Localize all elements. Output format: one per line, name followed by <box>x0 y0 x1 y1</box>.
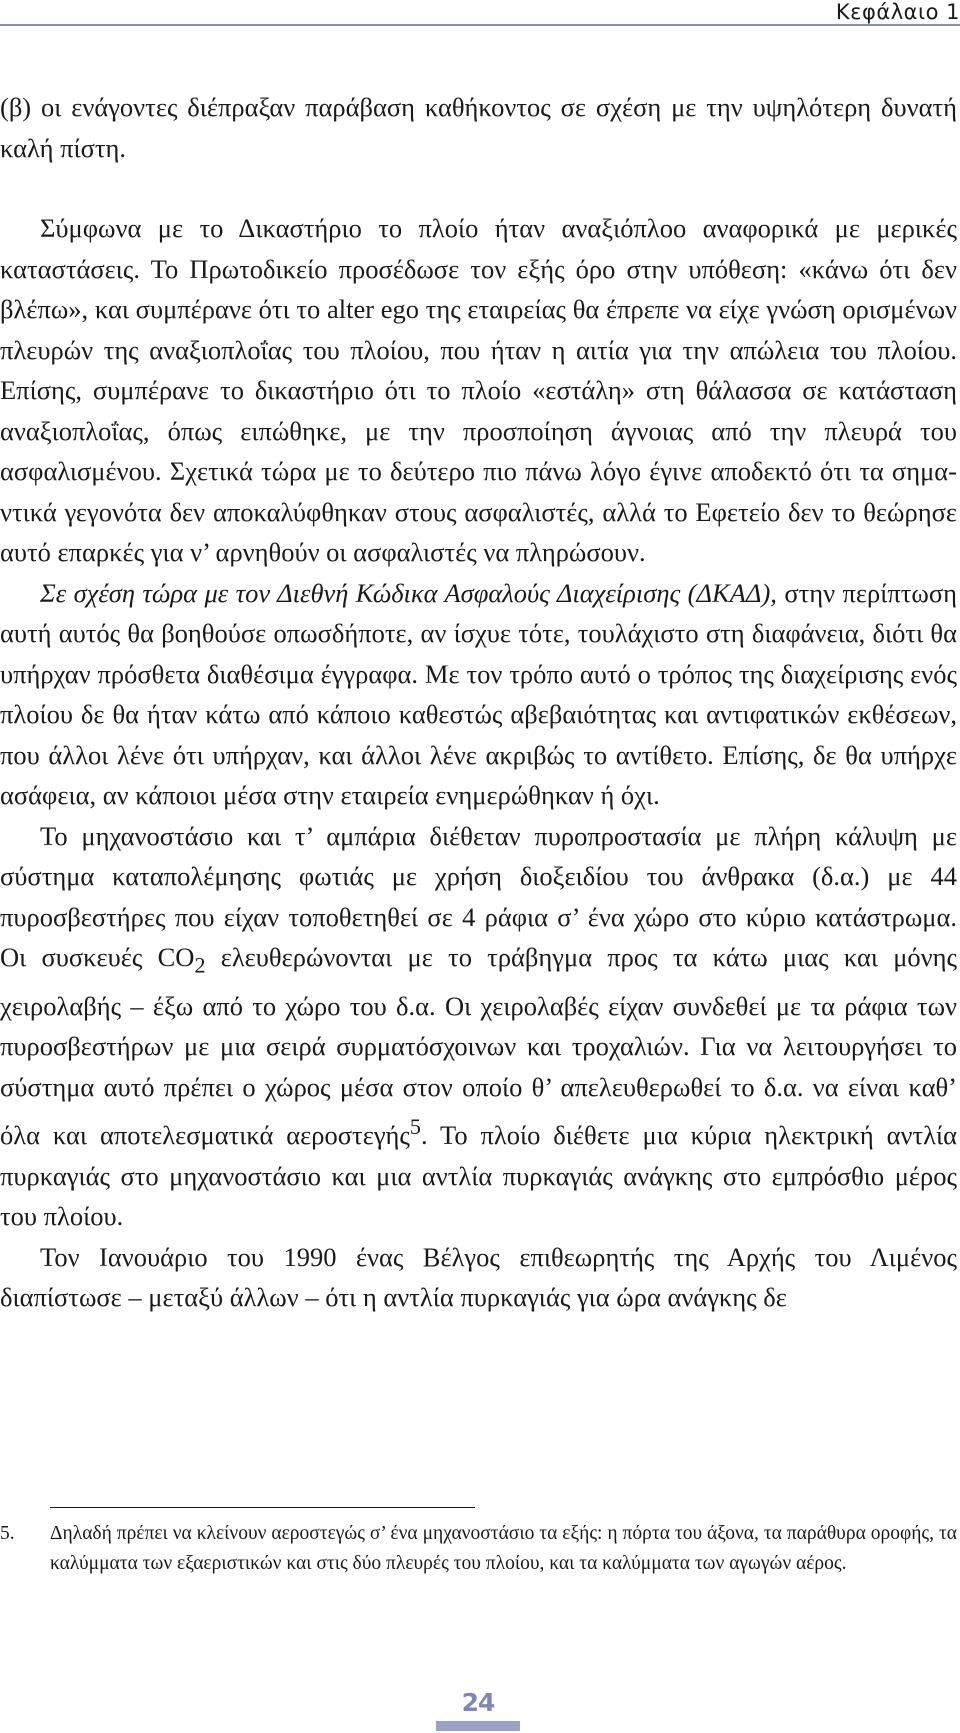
co2-subscript: 2 <box>194 952 206 978</box>
paragraph-5-text: Τον Ιανουάριο του 1990 ένας Βέλγος επιθεωρητής της Αρχής του Λιμένος διαπίστωσε – μεταξύ άλλων – ότι η αντλία πυρκαγιάς για ώρα ανάγκης δε <box>0 1241 957 1313</box>
paragraph-4 <box>0 816 957 1237</box>
body-text <box>0 87 957 1318</box>
page-number: 24 <box>461 1688 495 1717</box>
footnote <box>0 1519 957 1579</box>
paragraph-2 <box>0 208 957 573</box>
paragraph-3-italic-lead: Σε σχέση τώρα με τον Διεθνή Κώδικα Ασφαλούς Διαχείρισης (ΔΚΑΔ), <box>40 577 777 608</box>
paragraph-1 <box>0 87 957 168</box>
running-head <box>0 0 960 40</box>
footnote-text: Δηλαδή πρέπει να κλείνουν αεροστεγώς σ’ ένα μηχανοστάσιο τα εξής: η πόρτα του άξονα, τα παράθυρα οροφής, τα καλύμματα των εξαεριστικών και στις δύο πλευρές του πλοίου, και τα καλύμματα των αγωγών αέρος. <box>50 1523 957 1574</box>
paragraph-3-text: στην περίπτωση αυτή αυτός θα βοηθούσε οπωσδήποτε, αν ίσχυε τότε, τουλάχιστο στη διαφάνεια, διότι θα υπήρχαν πρόσθετα διαθέσιμα έγγραφα. Με τον τρόπο αυτό ο τρόπος της διαχείρισης ενός πλοίου δε θα ήταν κάτω από κάποιο καθεστώς αβεβαιότητας και αντιφατικών εκθέσεων, που άλλοι λένε ότι υπήρχαν, και άλλοι λένε ακριβώς το αντίθετο. Επίσης, δε θα υπήρχε ασάφεια, αν κάποιοι μέσα στην εταιρεία ενημερώθηκαν ή όχι. <box>0 577 958 810</box>
paragraph-4-text-a: Το μηχανοστάσιο και τ’ αμπάρια διέθεταν πυροπροστασία με πλήρη κάλυψη με σύστημα καταπολέμησης φωτιάς με χρήση διοξειδίου του άνθρακα (δ.α.) με 44 πυροσβεστήρες που είχαν τοποθετηθεί σε 4 ράφια σ’ ένα χώρο στο κύριο κατάστρωμα. Οι συσκευές CO <box>0 820 957 972</box>
footnote-number: 5. <box>0 1523 15 1544</box>
footnote-rule <box>50 1507 475 1508</box>
paragraph-gap <box>0 168 957 208</box>
footnote-reference[interactable]: 5 <box>409 1114 421 1140</box>
page-number-box <box>436 1687 520 1733</box>
paragraph-1-text: (β) οι ενάγοντες διέπραξαν παράβαση καθήκοντος σε σχέση με την υψηλότερη δυνατή καλή πίστη. <box>0 92 957 163</box>
paragraph-2-text: Σύμφωνα με το Δικαστήριο το πλοίο ήταν αναξιόπλοο αναφορικά με μερικές καταστάσεις. Το Πρωτοδικείο προσέδωσε τον εξής όρο στην υπόθεση: «κάνω ότι δεν βλέπω», και συμπέρανε ότι το alter ego της εταιρείας θα έπρεπε να είχε γνώση ορισμένων πλευρών της αναξιοπλοΐας του πλοίου, που ήταν η αιτία για την απώλεια του πλοίου. Επίσης, συμπέρανε το δικαστήριο ότι το πλοίο «εστάλη» στη θάλασσα σε κατάσταση αναξιοπλοΐας, όπως ειπώθηκε, με την προσποίηση άγνοιας από την πλευρά του ασφαλισμένου. Σχετικά τώρα με το δεύτερο πιο πάνω λόγο έγινε αποδεκτό ότι τα σημαντικά γεγονότα δεν αποκαλύφθηκαν στους ασφαλιστές, αλλά το Εφετείο δεν το θεώρησε αυτό επαρκές για ν’ αρνηθούν οι ασφαλιστές να πληρώσουν. <box>0 213 957 567</box>
paragraph-3 <box>0 573 957 816</box>
chapter-label: Κεφάλαιο 1 <box>835 0 960 24</box>
paragraph-5 <box>0 1237 957 1318</box>
paragraph-4-text-b: ελευθερώνονται με το τράβηγμα προς τα κάτω μιας και μόνης χειρολαβής – έξω από το χώρο του δ.α. Οι χειρολαβές είχαν συνδεθεί με τα ράφια των πυροσβεστήρων με μια σειρά συρματόσχοινων και τροχαλιών. Για να λειτουργήσει το σύστημα αυτό πρέπει ο χώρος μέσα στον οποίο θ’ απελευθερωθεί το δ.α. να είναι καθ’ όλα και αποτελεσματικά αεροστεγής <box>0 942 958 1151</box>
header-rule <box>0 24 960 26</box>
paragraph-4-text-c: . Το πλοίο διέθετε μια κύρια ηλεκτρική αντλία πυρκαγιάς στο μηχανοστάσιο και μια αντλία πυρκαγιάς ανάγκης στο εμπρόσθιο μέρος του πλοίου. <box>0 1120 957 1232</box>
page-number-bar <box>436 1721 520 1731</box>
